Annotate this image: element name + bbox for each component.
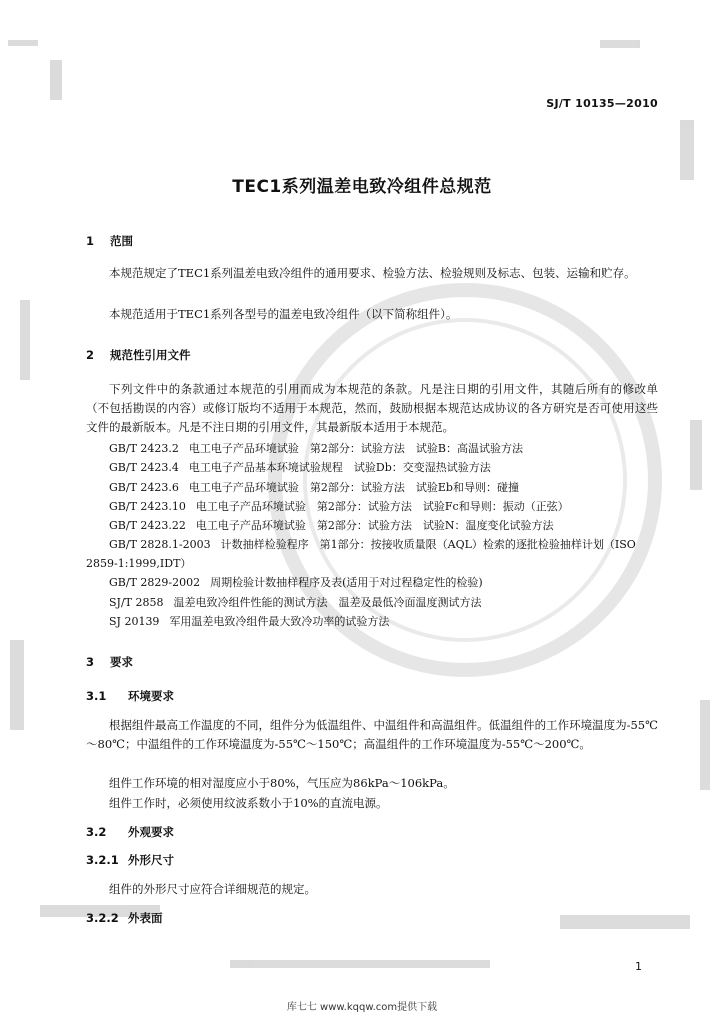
reference-title: 电工电子产品环境试验 第2部分：试验方法 试验Eb和导则：碰撞 (188, 481, 519, 494)
reference-title: 计数抽样检验程序 第1部分：按接收质量限（AQL）检索的逐批检验抽样计划（ISO 2859-1:1999,IDT） (86, 538, 636, 570)
environment-paragraph-2: 组件工作环境的相对湿度应小于80%，气压应为86kPa～106kPa。 (109, 776, 455, 790)
section-title: 规范性引用文件 (110, 348, 191, 362)
section-3-heading (86, 654, 133, 670)
section-title: 外表面 (128, 911, 163, 925)
download-footer: 库七七 www.kqqw.com提供下载 (286, 1002, 438, 1013)
reference-title: 电工电子产品基本环境试验规程 试验Db：交变湿热试验方法 (188, 461, 491, 474)
reference-title: 电工电子产品环境试验 第2部分：试验方法 试验Fc和导则：振动（正弦） (195, 500, 569, 513)
reference-code: GB/T 2423.22 (109, 519, 186, 532)
section-title: 范围 (110, 234, 134, 248)
reference-code: GB/T 2423.2 (109, 442, 179, 455)
reference-code: SJ/T 2858 (109, 596, 164, 609)
reference-title: 军用温差电致冷组件最大致冷功率的试验方法 (169, 615, 390, 628)
reference-item (109, 497, 659, 516)
scope-paragraph-1: 本规范规定了TEC1系列温差电致冷组件的通用要求、检验方法、检验规则及标志、包装、运输和贮存。 (109, 266, 636, 280)
dimensions-paragraph: 组件的外形尺寸应符合详细规范的规定。 (109, 882, 316, 896)
normative-refs-intro: 下列文件中的条款通过本规范的引用而成为本规范的条款。凡是注日期的引用文件，其随后所有的修改单（不包括勘误的内容）或修订版均不适用于本规范，然而，鼓励根据本规范达成协议的各方研究是否可使用这些文件的最新版本。凡是不注日期的引用文件，其最新版本适用于本规范。 (86, 382, 658, 434)
section-number: 2 (86, 348, 95, 362)
document-title: TEC1系列温差电致冷组件总规范 (232, 177, 492, 197)
section-number: 3.1 (86, 689, 107, 703)
reference-code: GB/T 2423.6 (109, 481, 179, 494)
environment-paragraph-1: 根据组件最高工作温度的不同，组件分为低温组件、中温组件和高温组件。低温组件的工作环境温度为-55℃～80℃；中温组件的工作环境温度为-55℃～150℃；高温组件的工作环境温度为-55℃～200℃。 (86, 718, 658, 751)
page-number: 1 (635, 960, 642, 973)
reference-item (109, 593, 659, 612)
section-number: 3 (86, 655, 95, 669)
section-2-heading (86, 347, 191, 363)
reference-item (109, 478, 659, 497)
environment-paragraph-3: 组件工作时，必须使用纹波系数小于10%的直流电源。 (109, 796, 388, 810)
section-title: 环境要求 (128, 689, 175, 703)
reference-item (86, 535, 658, 573)
section-title: 外形尺寸 (128, 853, 175, 867)
reference-title: 周期检验计数抽样程序及表(适用于对过程稳定性的检验) (210, 576, 483, 589)
reference-code: SJ 20139 (109, 615, 160, 628)
reference-item (109, 458, 659, 477)
reference-code: GB/T 2423.10 (109, 500, 186, 513)
reference-item (109, 516, 659, 535)
scope-paragraph-2: 本规范适用于TEC1系列各型号的温差电致冷组件（以下简称组件）。 (109, 307, 458, 321)
reference-code: GB/T 2423.4 (109, 461, 179, 474)
reference-title: 电工电子产品环境试验 第2部分：试验方法 试验N：温度变化试验方法 (195, 519, 554, 532)
reference-item (109, 439, 659, 458)
reference-item (109, 612, 659, 631)
section-title: 外观要求 (128, 825, 175, 839)
section-number: 3.2 (86, 825, 107, 839)
section-number: 1 (86, 234, 95, 248)
section-number: 3.2.1 (86, 853, 119, 867)
section-1-heading (86, 233, 133, 249)
reference-code: GB/T 2829-2002 (109, 576, 201, 589)
section-3-2-1-heading (86, 852, 174, 868)
section-number: 3.2.2 (86, 911, 119, 925)
standard-code: SJ/T 10135—2010 (546, 97, 658, 110)
reference-title: 电工电子产品环境试验 第2部分：试验方法 试验B：高温试验方法 (188, 442, 523, 455)
section-3-1-heading (86, 688, 174, 704)
reference-code: GB/T 2828.1-2003 (109, 538, 211, 551)
section-3-2-heading (86, 824, 174, 840)
reference-title: 温差电致冷组件性能的测试方法 温差及最低冷面温度测试方法 (173, 596, 482, 609)
section-title: 要求 (110, 655, 134, 669)
section-3-2-2-heading (86, 910, 163, 926)
reference-item (109, 573, 659, 592)
